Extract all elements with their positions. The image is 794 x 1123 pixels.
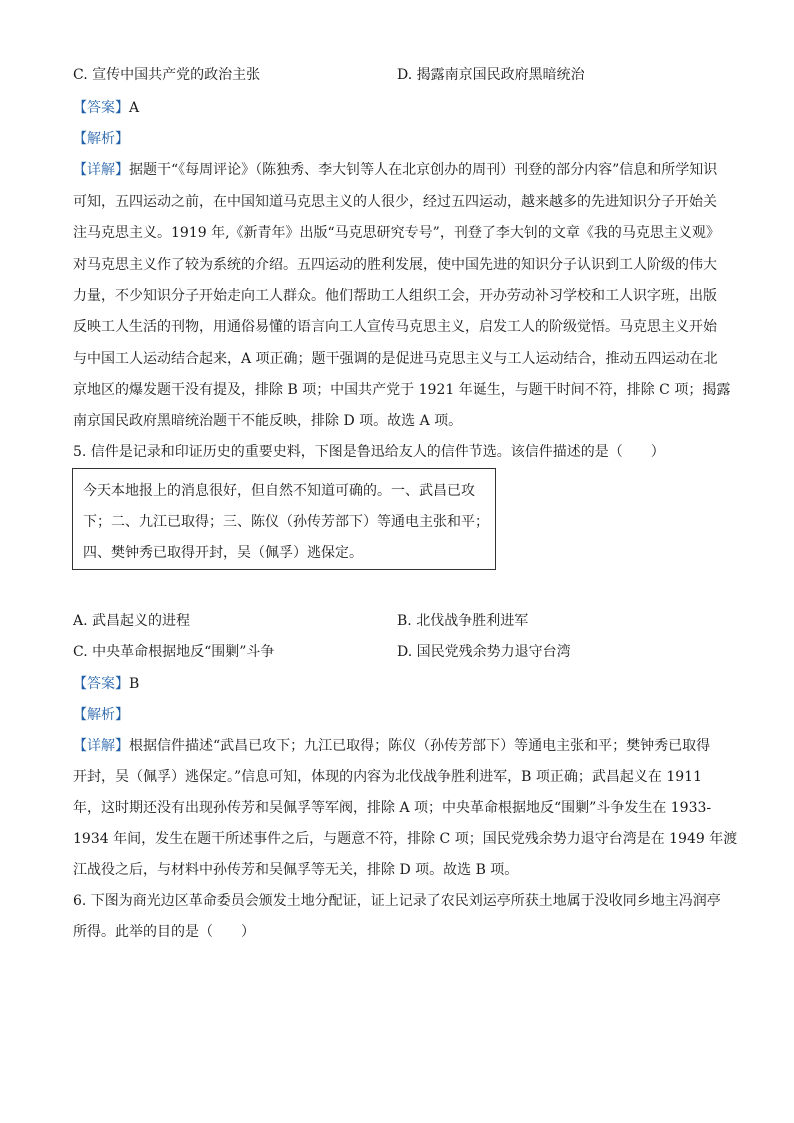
answer-value: B (129, 676, 140, 692)
q5-option-b: B. 北伐战争胜利进军 (397, 613, 529, 629)
q4-detail-line: 京地区的爆发题干没有提及，排除 B 项；中国共产党于 1921 年诞生，与题干时间不符，排除 C 项；揭露 (73, 382, 731, 398)
q5-option-a: A. 武昌起义的进程 (73, 613, 191, 629)
q4-detail-line: 与中国工人运动结合起来，A 项正确；题干强调的是促进马克思主义与工人运动结合，推动五四运动在北 (73, 351, 718, 367)
q5-option-c: C. 中央革命根据地反“围剿”斗争 (73, 644, 275, 660)
q4-answer (73, 99, 723, 117)
letter-excerpt-box (72, 468, 496, 570)
q5-detail-line: 1934 年间，发生在题干所述事件之后，与题意不符，排除 C 项；国民党残余势力退守台湾是在 1949 年渡 (73, 831, 738, 847)
q6-stem-line: 6. 下图为商光边区革命委员会颁发土地分配证，证上记录了农民刘运亭所获土地属于没收同乡地主冯润亭 (73, 893, 721, 909)
q4-detail-line: 对马克思主义作了较为系统的介绍。五四运动的胜利发展，使中国先进的知识分子认识到工人阶级的伟大 (73, 257, 717, 273)
q4-detail-line: 【详解】据题干“《每周评论》（陈独秀、李大钊等人在北京创办的周刊）刊登的部分内容”信息和所学知识 (73, 162, 718, 178)
q4-detail-line: 力量，不少知识分子开始走向工人群众。他们帮助工人组织工会，开办劳动补习学校和工人识字班，出版 (73, 288, 717, 304)
letter-line: 今天本地报上的消息很好，但自然不知道可确的。一、武昌已攻 (83, 483, 475, 499)
q5-analysis-label: 【解析】 (73, 707, 129, 723)
q4-analysis-label: 【解析】 (73, 131, 129, 147)
detail-label: 【详解】 (73, 738, 129, 754)
q5-option-d: D. 国民党残余势力退守台湾 (397, 644, 571, 660)
q5-answer (73, 675, 723, 693)
letter-line: 四、樊钟秀已取得开封，吴（佩孚）逃保定。 (83, 545, 363, 561)
answer-value: A (129, 100, 140, 116)
q4-detail-line: 可知，五四运动之前，在中国知道马克思主义的人很少，经过五四运动，越来越多的先进知识分子开始关 (73, 194, 717, 210)
q5-detail-line: 年，这时期还没有出现孙传芳和吴佩孚等军阀，排除 A 项；中央革命根据地反“围剿”斗争发生在 1933- (73, 800, 712, 816)
q4-option-d: D. 揭露南京国民政府黑暗统治 (397, 67, 585, 83)
q4-detail-line: 反映工人生活的刊物，用通俗易懂的语言向工人宣传马克思主义，启发工人的阶级觉悟。马克思主义开始 (73, 319, 717, 335)
q5-detail-line: 江战役之后，与材料中孙传芳和吴佩孚等无关，排除 D 项。故选 B 项。 (73, 862, 519, 878)
answer-label: 【答案】 (73, 100, 129, 116)
q5-detail-line: 【详解】根据信件描述“武昌已攻下；九江已取得；陈仪（孙传芳部下）等通电主张和平；樊钟秀已取得 (73, 738, 711, 754)
q5-stem: 5. 信件是记录和印证历史的重要史料，下图是鲁迅给友人的信件节选。该信件描述的是（ ） (73, 444, 665, 460)
letter-line: 下；二、九江已取得；三、陈仪（孙传芳部下）等通电主张和平； (83, 514, 489, 530)
answer-label: 【答案】 (73, 676, 129, 692)
q4-detail-line: 注马克思主义。1919 年,《新青年》出版“马克思研究专号”，刊登了李大钊的文章《我的马克思主义观》 (73, 225, 720, 241)
q6-stem-line: 所得。此举的目的是（ ） (73, 924, 255, 940)
q4-option-c: C. 宣传中国共产党的政治主张 (73, 67, 261, 83)
detail-label: 【详解】 (73, 162, 129, 178)
q5-detail-line: 开封，吴（佩孚）逃保定。”信息可知，体现的内容为北伐战争胜利进军，B 项正确；武昌起义在 1911 (73, 769, 702, 785)
q4-detail-line: 南京国民政府黑暗统治题干不能反映，排除 D 项。故选 A 项。 (73, 413, 463, 429)
